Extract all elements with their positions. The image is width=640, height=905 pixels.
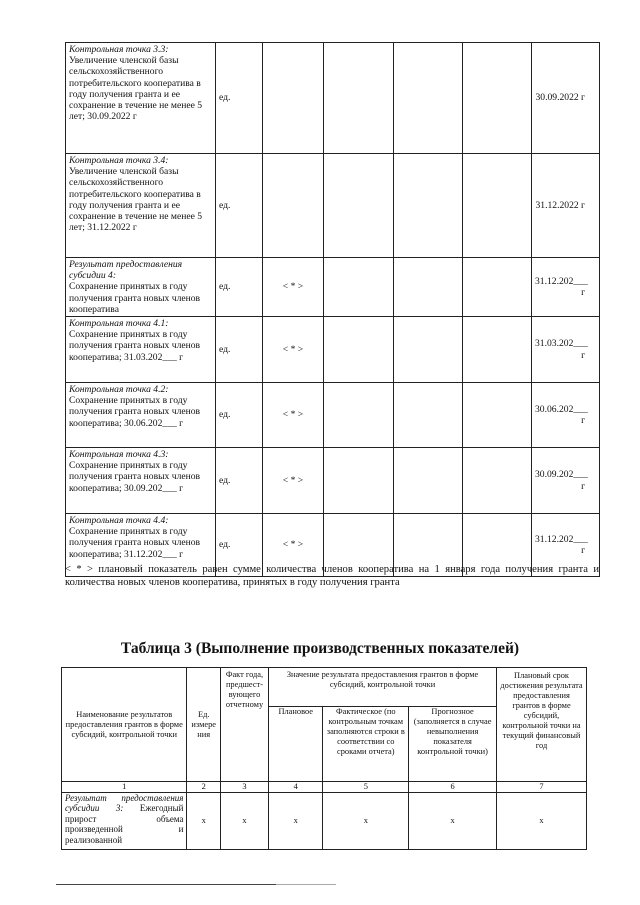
empty-cell [463, 43, 532, 154]
empty-cell [463, 317, 532, 383]
empty-cell [394, 317, 463, 383]
empty-cell [324, 317, 394, 383]
empty-cell [463, 448, 532, 514]
row-name-cell [66, 154, 216, 258]
table-row [66, 154, 600, 258]
unit-cell: ед. [216, 258, 263, 317]
header-fact: Факт года, предшест- вующего отчетному [220, 668, 268, 782]
mark-cell: < * > [263, 258, 324, 317]
empty-cell [394, 383, 463, 448]
control-points-table [65, 42, 600, 577]
row-label: Результат предоставления субсидии 4: [69, 259, 183, 282]
production-indicators-table [61, 667, 587, 850]
result-name-cell [62, 793, 187, 850]
row-text: Увеличение членской базы сельскохозяйственного потребительского кооператива в году получения гранта и ее сохранение в течение не менее 5 лет; 30.09.2022 г [69, 55, 203, 123]
row-label: Контрольная точка 4.1: [69, 318, 169, 330]
mark-cell [263, 43, 324, 154]
col-number: 5 [323, 782, 409, 793]
footnote: < * > плановый показатель равен сумме количества членов кооператива на 1 января года получения гранта и количества новых членов кооператива, принятых в году получения гранта [65, 564, 599, 588]
unit-cell: ед. [216, 448, 263, 514]
row-label: Контрольная точка 4.4: [69, 515, 169, 527]
row-text: Сохранение принятых в году получения гранта новых членов кооператива [69, 281, 201, 315]
mark-cell: < * > [263, 383, 324, 448]
row-label: Контрольная точка 3.4: [69, 155, 169, 166]
row-text: Сохранение принятых в году получения гранта новых членов кооператива; 30.09.202___ г [69, 460, 201, 494]
value-cell: x [220, 793, 268, 850]
empty-cell [324, 43, 394, 154]
empty-cell [324, 383, 394, 448]
empty-cell [394, 448, 463, 514]
header-group: Значение результата предоставления грантов в форме субсидий, контрольной точки [269, 668, 497, 707]
mark-cell: < * > [263, 317, 324, 383]
empty-cell [463, 383, 532, 448]
unit-cell: ед. [216, 43, 263, 154]
date-cell: 31.12.202___ г [532, 258, 600, 317]
value-cell: x [323, 793, 409, 850]
date-cell: 30.09.2022 г [532, 43, 600, 154]
value-cell: x [187, 793, 220, 850]
col-number: 2 [187, 782, 220, 793]
result-label: Результат предоставления субсидии 3: [65, 793, 184, 814]
header-deadline: Плановый срок достижения результата предоставления грантов в форме субсидий, контрольной точки на текущий финансовый год [497, 668, 587, 782]
unit-cell: ед. [216, 317, 263, 383]
row-label: Контрольная точка 4.3: [69, 449, 169, 461]
date-cell: 31.12.202___ г [532, 514, 600, 577]
row-name-cell [66, 317, 216, 383]
value-cell: x [409, 793, 497, 850]
col-number: 4 [269, 782, 323, 793]
row-text: Увеличение членской базы сельскохозяйственного потребительского кооператива в году получения гранта и ее сохранение в течение не менее 5 лет; 31.12.2022 г [69, 166, 203, 234]
empty-cell [394, 154, 463, 258]
row-label: Контрольная точка 4.2: [69, 384, 169, 396]
mark-cell: < * > [263, 448, 324, 514]
date-cell: 31.12.2022 г [532, 154, 600, 258]
row-name-cell [66, 383, 216, 448]
row-text: Сохранение принятых в году получения гранта новых членов кооператива; 30.06.202___ г [69, 395, 201, 429]
value-cell: x [497, 793, 587, 850]
row-text: Сохранение принятых в году получения гранта новых членов кооператива; 31.12.202___ г [69, 526, 201, 560]
page-bottom-rule-faint [276, 884, 336, 885]
header-forecast: Прогнозное (заполняется в случае невыполнения показателя контрольной точки) [409, 707, 497, 782]
row-name-cell [66, 43, 216, 154]
table-row [66, 383, 600, 448]
date-cell: 30.06.202___ г [532, 383, 600, 448]
header-planned: Плановое [269, 707, 323, 782]
col-number: 6 [409, 782, 497, 793]
empty-cell [324, 448, 394, 514]
table-row [66, 258, 600, 317]
col-number: 3 [220, 782, 268, 793]
empty-cell [324, 154, 394, 258]
col-number: 1 [62, 782, 187, 793]
empty-cell [394, 43, 463, 154]
mark-cell: < * > [263, 514, 324, 577]
row-label: Контрольная точка 3.3: [69, 44, 169, 55]
header-name: Наименование результатов предоставления грантов в форме субсидий, контрольной точки [62, 668, 187, 782]
value-cell: x [269, 793, 323, 850]
date-cell: 30.09.202___ г [532, 448, 600, 514]
mark-cell [263, 154, 324, 258]
unit-cell: ед. [216, 154, 263, 258]
empty-cell [463, 154, 532, 258]
row-name-cell [66, 258, 216, 317]
row-text: Сохранение принятых в году получения гранта новых членов кооператива; 31.03.202___ г [69, 329, 201, 363]
unit-cell: ед. [216, 514, 263, 577]
col-number: 7 [497, 782, 587, 793]
empty-cell [394, 258, 463, 317]
empty-cell [463, 258, 532, 317]
unit-cell: ед. [216, 383, 263, 448]
table-row [66, 317, 600, 383]
header-actual: Фактическое (по контрольным точкам заполняются строки в соответствии со сроками отчета) [323, 707, 409, 782]
result-text: Ежегодный прирост объема произведенной и реализованной [65, 803, 184, 845]
table-row [66, 43, 600, 154]
header-unit: Ед. измере ния [187, 668, 220, 782]
empty-cell [324, 258, 394, 317]
table3-title: Таблица 3 (Выполнение производственных показателей) [120, 640, 520, 657]
page-bottom-rule [56, 884, 276, 885]
row-name-cell [66, 448, 216, 514]
table-row [66, 448, 600, 514]
date-cell: 31.03.202___ г [532, 317, 600, 383]
